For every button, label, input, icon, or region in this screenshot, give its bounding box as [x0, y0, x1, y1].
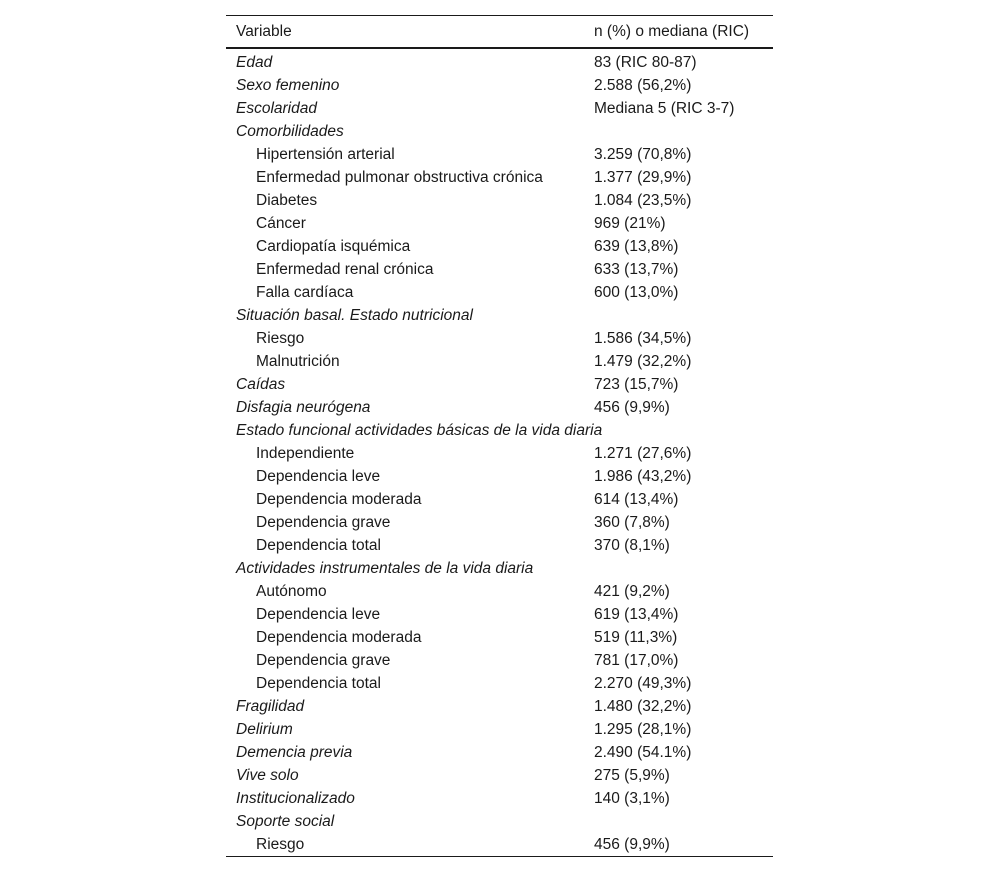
category-label: Actividades instrumentales de la vida diaria — [236, 560, 534, 577]
row-value: 3.259 (70,8%) — [594, 146, 692, 163]
row-value: 1.986 (43,2%) — [594, 468, 692, 485]
row-value: 360 (7,8%) — [594, 514, 670, 531]
table-body — [226, 48, 773, 857]
subitem-label: Dependencia grave — [256, 514, 391, 531]
table-row — [226, 557, 773, 580]
table-row — [226, 649, 773, 672]
subitem-label: Dependencia total — [256, 675, 381, 692]
table-row — [226, 143, 773, 166]
table-row — [226, 741, 773, 764]
row-value: 275 (5,9%) — [594, 767, 670, 784]
row-value: 633 (13,7%) — [594, 261, 679, 278]
category-label: Institucionalizado — [236, 790, 355, 807]
subitem-label: Dependencia grave — [256, 652, 391, 669]
table-row — [226, 120, 773, 143]
category-label: Caídas — [236, 376, 286, 393]
category-label: Disfagia neurógena — [236, 399, 371, 416]
row-value: 1.295 (28,1%) — [594, 721, 692, 738]
table-row — [226, 396, 773, 419]
table-row — [226, 488, 773, 511]
subitem-label: Malnutrición — [256, 353, 340, 370]
subitem-label: Riesgo — [256, 836, 305, 853]
row-value: Mediana 5 (RIC 3-7) — [594, 100, 735, 117]
subitem-label: Dependencia moderada — [256, 491, 422, 508]
category-label: Soporte social — [236, 813, 335, 830]
table-row — [226, 810, 773, 833]
row-value: 1.586 (34,5%) — [594, 330, 692, 347]
category-label: Edad — [236, 54, 273, 71]
category-label: Demencia previa — [236, 744, 353, 761]
row-value: 2.588 (56,2%) — [594, 77, 692, 94]
subitem-label: Dependencia leve — [256, 468, 381, 485]
table-row — [226, 48, 773, 74]
table-row — [226, 258, 773, 281]
row-value: 781 (17,0%) — [594, 652, 679, 669]
table-row — [226, 442, 773, 465]
subitem-label: Diabetes — [256, 192, 318, 209]
category-label: Situación basal. Estado nutricional — [236, 307, 473, 324]
header-variable: Variable — [236, 22, 292, 40]
table-row — [226, 97, 773, 120]
row-value: 1.084 (23,5%) — [594, 192, 692, 209]
row-value: 1.271 (27,6%) — [594, 445, 692, 462]
characteristics-table-container — [226, 15, 773, 857]
table-row — [226, 534, 773, 557]
row-value: 421 (9,2%) — [594, 583, 670, 600]
table-row — [226, 718, 773, 741]
row-value: 456 (9,9%) — [594, 399, 670, 416]
subitem-label: Riesgo — [256, 330, 305, 347]
row-value — [584, 120, 773, 143]
table-row — [226, 74, 773, 97]
subitem-label: Falla cardíaca — [256, 284, 354, 301]
row-value: 723 (15,7%) — [594, 376, 679, 393]
row-value — [584, 557, 773, 580]
row-value: 600 (13,0%) — [594, 284, 679, 301]
row-value: 140 (3,1%) — [594, 790, 670, 807]
row-value: 1.377 (29,9%) — [594, 169, 692, 186]
table-row — [226, 235, 773, 258]
table-row — [226, 373, 773, 396]
subitem-label: Cáncer — [256, 215, 306, 232]
category-label: Escolaridad — [236, 100, 317, 117]
table-row — [226, 626, 773, 649]
subitem-label: Cardiopatía isquémica — [256, 238, 411, 255]
table-row — [226, 672, 773, 695]
category-label: Fragilidad — [236, 698, 305, 715]
row-value: 456 (9,9%) — [594, 836, 670, 853]
category-label: Estado funcional actividades básicas de la vida diaria — [236, 422, 603, 439]
row-value: 969 (21%) — [594, 215, 666, 232]
table-row — [226, 281, 773, 304]
row-value — [584, 304, 773, 327]
row-value: 1.480 (32,2%) — [594, 698, 692, 715]
table-row — [226, 212, 773, 235]
table-row — [226, 787, 773, 810]
row-value: 619 (13,4%) — [594, 606, 679, 623]
table-row — [226, 695, 773, 718]
subitem-label: Enfermedad renal crónica — [256, 261, 434, 278]
row-value: 83 (RIC 80-87) — [594, 54, 697, 71]
row-value: 370 (8,1%) — [594, 537, 670, 554]
table-row — [226, 833, 773, 857]
row-value: 639 (13,8%) — [594, 238, 679, 255]
subitem-label: Independiente — [256, 445, 355, 462]
row-value — [584, 810, 773, 833]
table-row — [226, 764, 773, 787]
table-row — [226, 511, 773, 534]
row-value: 2.490 (54.1%) — [594, 744, 692, 761]
row-value: 2.270 (49,3%) — [594, 675, 692, 692]
table-row — [226, 465, 773, 488]
subitem-label: Hipertensión arterial — [256, 146, 395, 163]
row-value: 1.479 (32,2%) — [594, 353, 692, 370]
category-label: Sexo femenino — [236, 77, 340, 94]
table-row — [226, 166, 773, 189]
subitem-label: Enfermedad pulmonar obstructiva crónica — [256, 169, 543, 186]
header-value: n (%) o mediana (RIC) — [594, 22, 750, 40]
table-row — [226, 350, 773, 373]
subitem-label: Dependencia total — [256, 537, 381, 554]
subitem-label: Dependencia leve — [256, 606, 381, 623]
table-row — [226, 419, 773, 442]
table-row — [226, 580, 773, 603]
table-row — [226, 327, 773, 350]
subitem-label: Dependencia moderada — [256, 629, 422, 646]
header-row — [226, 16, 773, 49]
row-value: 519 (11,3%) — [594, 629, 678, 646]
table-row — [226, 603, 773, 626]
category-label: Delirium — [236, 721, 293, 738]
row-value — [584, 419, 773, 442]
row-value: 614 (13,4%) — [594, 491, 679, 508]
table-row — [226, 304, 773, 327]
category-label: Comorbilidades — [236, 123, 344, 140]
subitem-label: Autónomo — [256, 583, 327, 600]
table-row — [226, 189, 773, 212]
category-label: Vive solo — [236, 767, 299, 784]
characteristics-table — [226, 15, 773, 857]
table-header — [226, 16, 773, 49]
